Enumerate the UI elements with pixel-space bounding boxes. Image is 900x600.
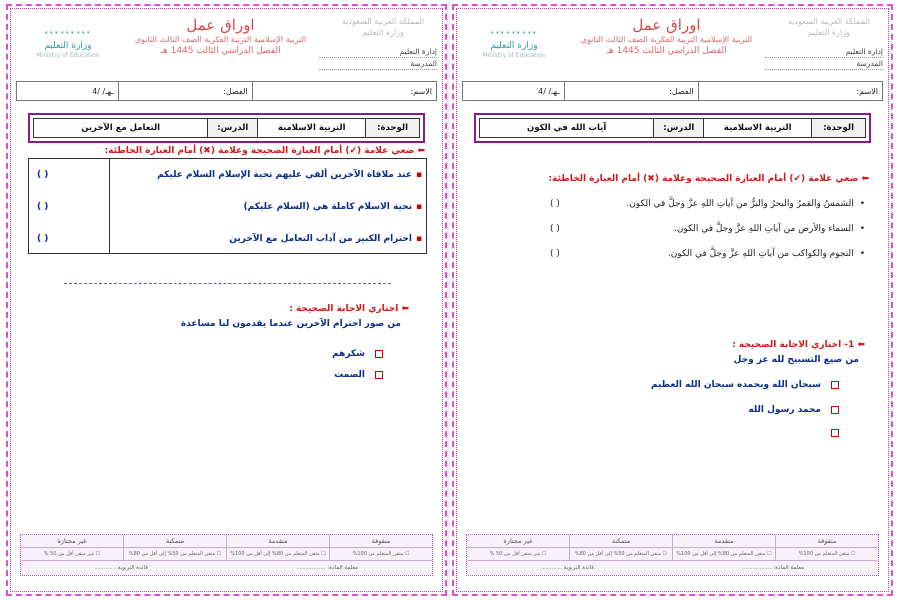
admin-fields (765, 46, 883, 70)
worksheet-title-block (126, 16, 315, 57)
ministry-logo-text: وزارة التعليم (490, 41, 538, 51)
bullet-icon: ▪ (415, 202, 423, 212)
arrow-icon: ⬅ (401, 304, 409, 314)
statement-text: النجوم والكواكب من آياتِ اللهِ عزَّ وجلَّ في الكون. (667, 249, 854, 259)
checkbox-icon[interactable] (831, 429, 839, 437)
rating-criterion[interactable]: ☐ متقن المتعلم من 50% إلى أقل من 80% (569, 548, 672, 560)
lesson-label: الدرس: (207, 119, 257, 137)
option-item[interactable] (334, 370, 383, 380)
admin-label: إدارة التعليم (319, 46, 437, 58)
worksheet-term: الفصل الدراسي الثالث 1445 هـ (606, 46, 727, 56)
name-field[interactable]: الاسم: (698, 82, 882, 100)
option-item[interactable] (332, 349, 383, 359)
statement-text: احترام الكبير من آداب التعامل مع الآخرين (229, 234, 412, 244)
rating-level: غير مجتازة (503, 537, 533, 545)
answer-blank[interactable]: ( ) (37, 202, 49, 212)
admin-label: إدارة التعليم (765, 46, 883, 58)
lesson-info-box (474, 113, 871, 143)
rating-criterion[interactable]: ☐ متقن المتعلم من 100% (329, 548, 432, 560)
answer-blank[interactable]: ( ) (550, 249, 560, 259)
worksheet-title-block (572, 16, 761, 57)
worksheet-page-left (6, 4, 447, 596)
option-label: شكرهم (332, 349, 365, 359)
supervisor-signature: قائدة التربوية ............ (95, 564, 148, 571)
worksheet-header (462, 16, 883, 82)
worksheet-title: اوراق عمل (632, 16, 701, 34)
page-gap (447, 0, 450, 600)
ministry-logo-en: Ministry of Education (482, 52, 546, 59)
worksheet-term: الفصل الدراسي الثالث 1445 هـ (160, 46, 281, 56)
true-false-heading: ⬅ ضعي علامة (✔) أمام العبارة الصحيحة وعلامة (✖) أمام العبارة الخاطئة: (548, 174, 869, 184)
ministry-logo-mark: ⋯⋯⋯ (44, 23, 92, 41)
kingdom-crest: المملكة العربية السعودية وزارة التعليم (787, 17, 871, 37)
unit-label: الوحدة: (811, 119, 865, 137)
worksheet-title: اوراق عمل (186, 16, 255, 34)
rating-criterion[interactable]: ☐ متقن المتعلم من 80% إلى أقل من 100% (226, 548, 329, 560)
school-label: المدرسة (765, 58, 883, 70)
ministry-logo (466, 24, 562, 76)
true-false-table (28, 158, 427, 254)
statement-text: الشمسُ والقمرُ والبحرُ والبرُّ من آياتِ اللهِ عزَّ وجلَّ في الكون. (626, 199, 854, 209)
arrow-icon: ⬅ (417, 146, 425, 156)
bullet-icon: • (859, 249, 865, 259)
ministry-logo-mark: ⋯⋯⋯ (490, 23, 538, 41)
statement-item (668, 249, 865, 259)
ministry-logo (20, 24, 116, 76)
worksheet-header (16, 16, 437, 82)
checkbox-icon[interactable] (831, 406, 839, 414)
worksheet-subject: التربية الإسلامية التربية الفكرية الصف الثالث الثانوي (580, 35, 753, 44)
checkbox-icon[interactable] (375, 350, 383, 358)
option-label: سبحان الله وبحمده سبحان الله العظيم (650, 380, 821, 390)
bullet-icon: ▪ (415, 170, 423, 180)
ministry-logo-en: Ministry of Education (36, 52, 100, 59)
rating-level: متفوقة (775, 535, 878, 547)
answer-blank[interactable]: ( ) (37, 234, 49, 244)
rating-footer (466, 534, 879, 576)
table-row (29, 191, 426, 223)
school-label: المدرسة (319, 58, 437, 70)
unit-value: التربية الاسلامية (703, 119, 811, 137)
name-field[interactable]: الاسم: (252, 82, 436, 100)
lesson-info-box (28, 113, 425, 143)
table-row (29, 159, 426, 191)
option-item[interactable] (748, 405, 839, 415)
rating-criterion[interactable]: ☐ غير متقن أقل من 50 % (43, 551, 101, 557)
ministry-logo-text: وزارة التعليم (44, 41, 92, 51)
rating-criterion[interactable]: ☐ متقن المتعلم من 80% إلى أقل من 100% (672, 548, 775, 560)
statement-text: السماء والأرض من آياتِ اللهِ عزَّ وجلَّ في الكون. (674, 224, 854, 234)
statement-item (674, 224, 865, 234)
worksheet-page-right (452, 4, 893, 596)
checkbox-icon[interactable] (831, 381, 839, 389)
bullet-icon: • (859, 224, 865, 234)
lesson-value: آيات الله في الكون (527, 123, 607, 133)
class-field[interactable]: الفصل: (564, 82, 698, 100)
bullet-icon: • (859, 199, 865, 209)
admin-fields (319, 46, 437, 70)
multiple-choice-heading: ⬅ اختاري الاجابة الصحيحة : (289, 304, 409, 314)
rating-level: متمكنة (569, 535, 672, 547)
rating-level: متقدمة (672, 535, 775, 547)
kingdom-crest: المملكة العربية السعودية وزارة التعليم (341, 17, 425, 37)
rating-level: متقدمة (226, 535, 329, 547)
rating-level: متمكنة (123, 535, 226, 547)
rating-criterion[interactable]: ☐ متقن المتعلم من 100% (775, 548, 878, 560)
option-label: الصمت (334, 370, 365, 380)
option-item[interactable] (651, 380, 839, 390)
supervisor-signature: قائدة التربوية ............ (541, 564, 594, 571)
unit-label: الوحدة: (365, 119, 419, 137)
statement-text: تحية الاسلام كاملة هي (السلام عليكم) (243, 202, 412, 212)
student-info-row (16, 81, 437, 101)
rating-criterion[interactable]: ☐ غير متقن أقل من 50 % (489, 551, 547, 557)
lesson-label: الدرس: (653, 119, 703, 137)
arrow-icon: ⬅ (857, 340, 865, 350)
bullet-icon: ▪ (415, 234, 423, 244)
lesson-value: التعامل مع الآخرين (81, 123, 161, 133)
class-field[interactable]: الفصل: (118, 82, 252, 100)
multiple-choice-heading: ⬅ 1- اختاري الاجابة الصحيحة : (732, 340, 865, 350)
option-item[interactable] (821, 429, 839, 437)
rating-level: غير مجتازة (57, 537, 87, 545)
arrow-icon: ⬅ (861, 174, 869, 184)
true-false-heading: ⬅ ضعي علامة (✔) أمام العبارة الصحيحة وعلامة (✖) أمام العبارة الخاطئة: (104, 146, 425, 156)
header-admin-block (763, 16, 883, 82)
rating-level: متفوقة (329, 535, 432, 547)
answer-blank[interactable]: ( ) (550, 224, 560, 234)
answer-blank[interactable]: ( ) (37, 170, 49, 180)
answer-blank[interactable]: ( ) (550, 199, 560, 209)
option-label: محمد رسول الله (748, 405, 821, 415)
statement-text: عند ملاقاة الآخرين ألقي عليهم تحية الإسلام السلام عليكم (157, 170, 412, 180)
header-admin-block (317, 16, 437, 82)
date-field[interactable]: 4/ /ـهـ (92, 86, 114, 96)
teacher-signature: معلمة المادة: ................. (295, 564, 358, 571)
rating-footer (20, 534, 433, 576)
multiple-choice-question: من صور احترام الآخرين عندما يقدمون لنا مساعدة (180, 319, 401, 329)
statement-item (626, 199, 865, 209)
student-info-row (462, 81, 883, 101)
rating-criterion[interactable]: ☐ متقن المتعلم من 50% إلى أقل من 80% (123, 548, 226, 560)
teacher-signature: معلمة المادة: ................. (741, 564, 804, 571)
multiple-choice-question: من صيغ التسبيح لله عز وجل (733, 355, 859, 365)
separator-line (64, 283, 391, 284)
date-field[interactable]: 4/ /ـهـ (538, 86, 560, 96)
worksheet-subject: التربية الإسلامية التربية الفكرية الصف الثالث الثانوي (134, 35, 307, 44)
unit-value: التربية الاسلامية (257, 119, 365, 137)
checkbox-icon[interactable] (375, 371, 383, 379)
table-row (29, 223, 426, 255)
